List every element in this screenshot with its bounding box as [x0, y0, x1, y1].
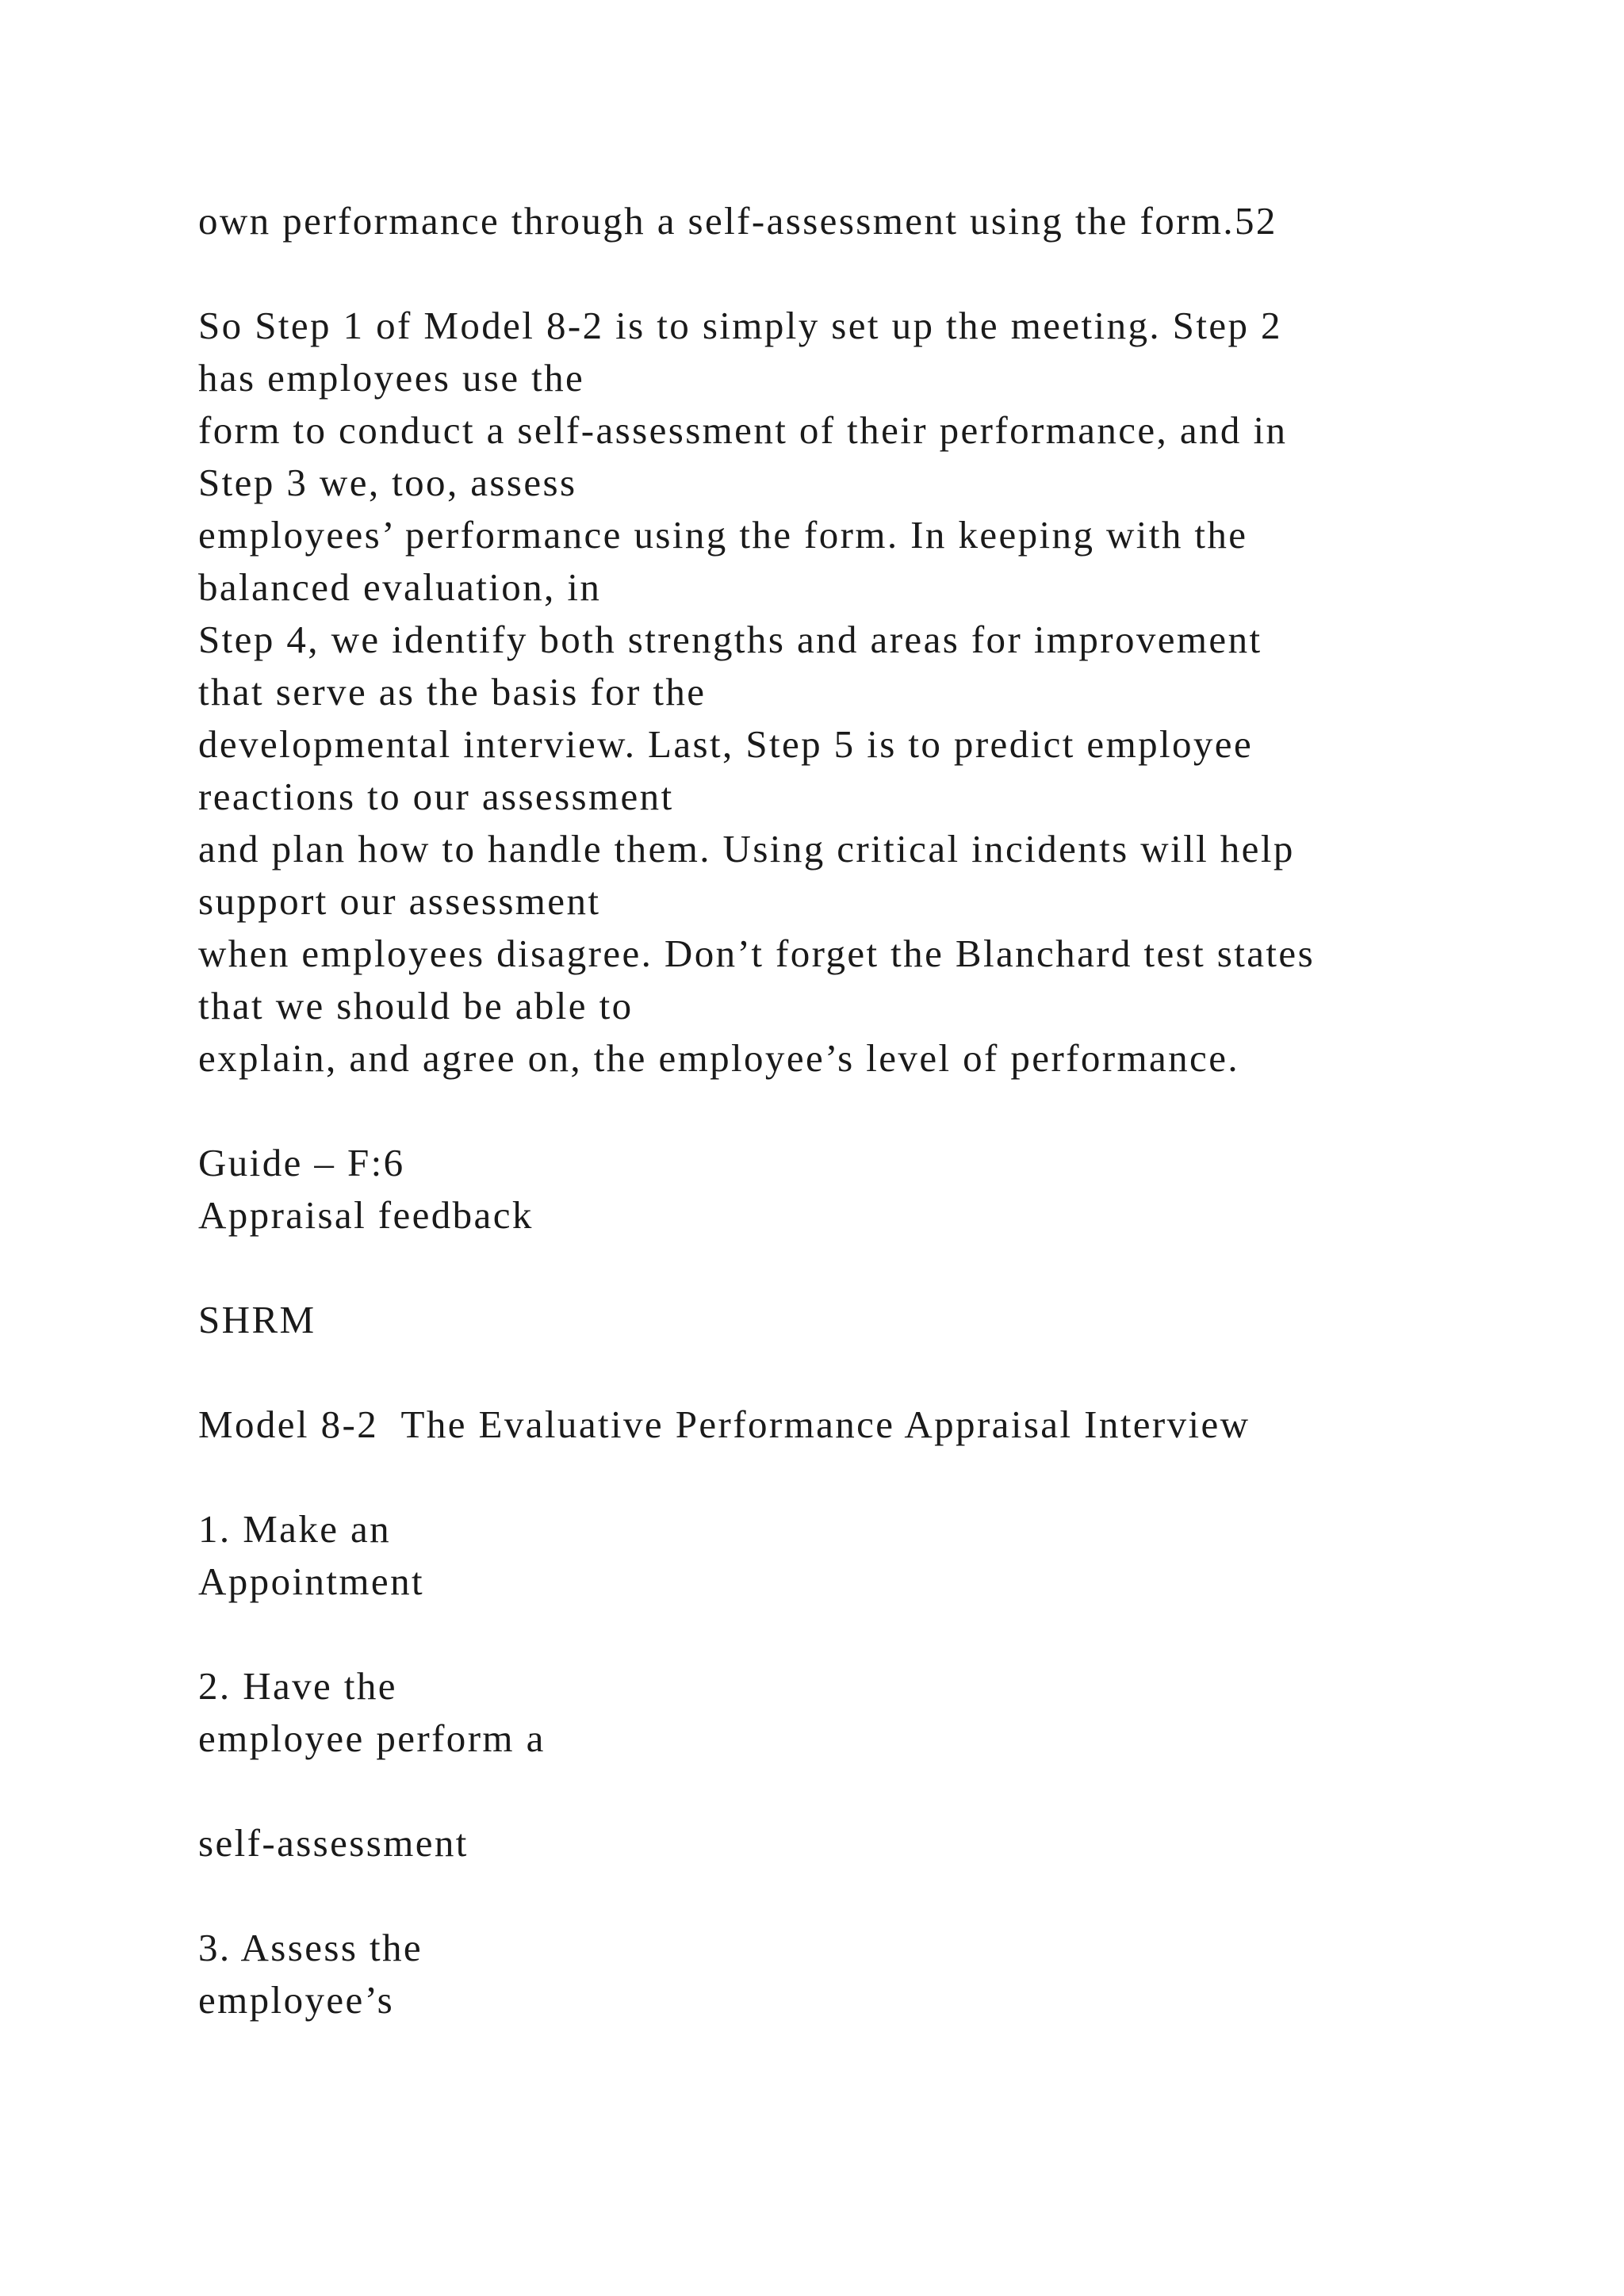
text-line: Step 4, we identify both strengths and areas for improvement	[198, 618, 1262, 661]
blank-line	[198, 1451, 1546, 1503]
text-line: support our assessment	[198, 879, 601, 923]
shrm-label: SHRM	[198, 1298, 316, 1341]
blank-line	[198, 1869, 1546, 1922]
text-line: that serve as the basis for the	[198, 670, 707, 714]
text-line: employees’ performance using the form. In keeping with the	[198, 513, 1248, 557]
text-line: balanced evaluation, in	[198, 565, 602, 609]
blank-line	[198, 1346, 1546, 1399]
text-line: developmental interview. Last, Step 5 is to predict employee	[198, 722, 1254, 766]
step-2-line: 2. Have the	[198, 1664, 397, 1708]
guide-label: Guide – F:6	[198, 1141, 405, 1184]
text-line: explain, and agree on, the employee’s level of performance.	[198, 1036, 1240, 1080]
step-2-line: employee perform a	[198, 1716, 546, 1760]
step-3-line: employee’s	[198, 1978, 395, 2022]
text-line: has employees use the	[198, 356, 585, 400]
blank-line	[198, 1085, 1546, 1137]
section-label: Appraisal feedback	[198, 1193, 534, 1237]
text-line: when employees disagree. Don’t forget the Blanchard test states	[198, 932, 1316, 975]
blank-line	[198, 247, 1546, 300]
text-line: Step 3 we, too, assess	[198, 461, 577, 504]
step-1-line: 1. Make an	[198, 1507, 392, 1551]
step-2-line: self-assessment	[198, 1821, 469, 1865]
text-line: own performance through a self-assessment using the form.52	[198, 199, 1277, 243]
text-line: So Step 1 of Model 8-2 is to simply set up the meeting. Step 2	[198, 304, 1282, 347]
step-1-line: Appointment	[198, 1559, 424, 1603]
blank-line	[198, 1242, 1546, 1294]
document-page	[198, 195, 1546, 2026]
blank-line	[198, 1608, 1546, 1660]
step-3-line: 3. Assess the	[198, 1926, 423, 1969]
blank-line	[198, 1765, 1546, 1817]
text-line: and plan how to handle them. Using critical incidents will help	[198, 827, 1295, 871]
text-line: reactions to our assessment	[198, 775, 674, 818]
text-line: form to conduct a self-assessment of their performance, and in	[198, 408, 1288, 452]
text-line: that we should be able to	[198, 984, 634, 1027]
model-title: Model 8-2 The Evaluative Performance Appraisal Interview	[198, 1402, 1251, 1446]
